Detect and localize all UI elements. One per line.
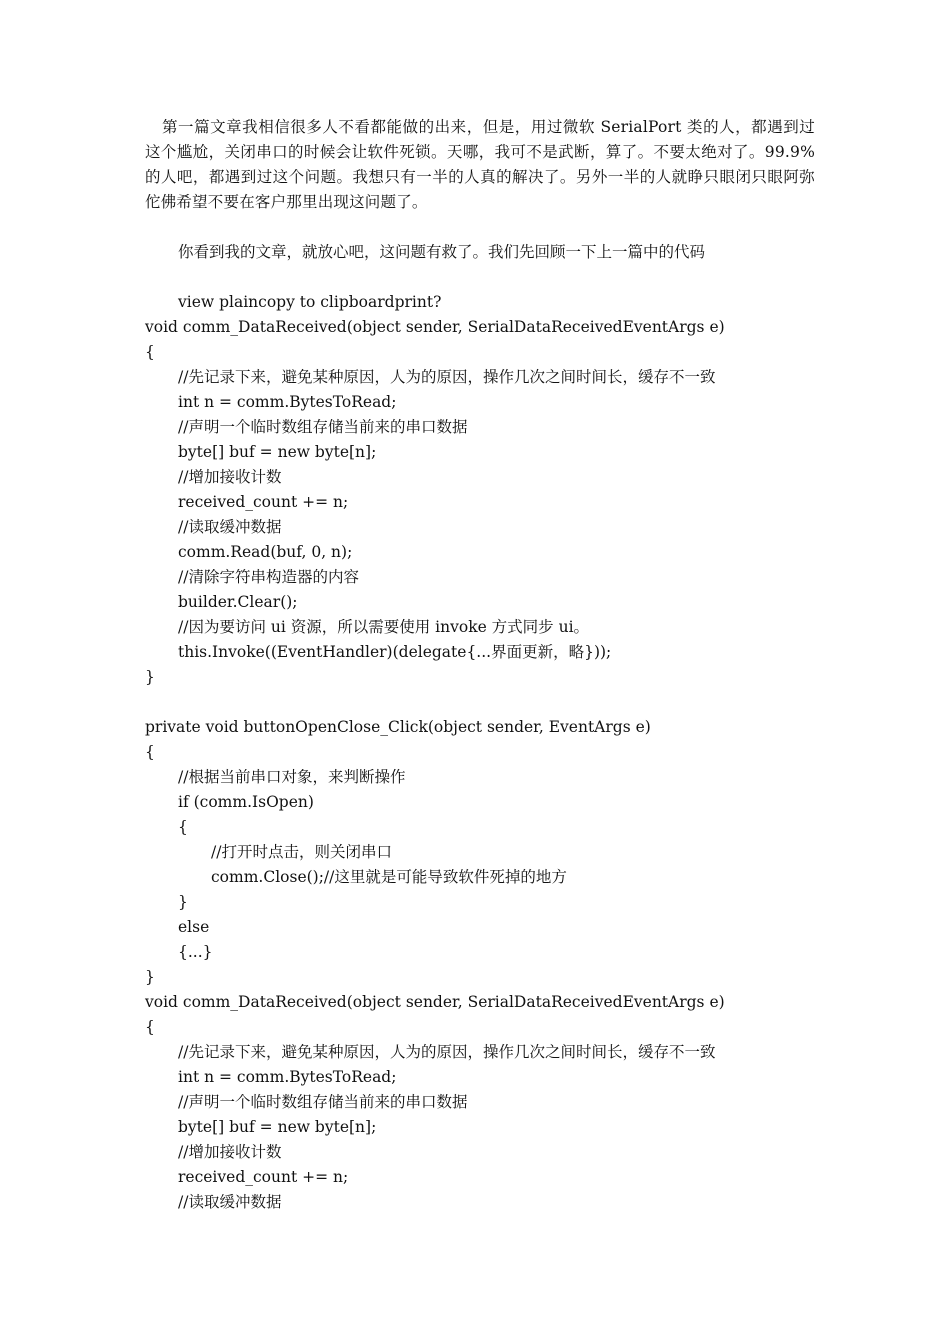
code-line: { (145, 743, 155, 761)
code-line: void comm_DataReceived(object sender, SerialDataReceivedEventArgs e) (145, 993, 725, 1011)
code-line: {...} (178, 943, 213, 961)
code-line: //声明一个临时数组存储当前来的串口数据 (178, 1093, 468, 1111)
code-line: this.Invoke((EventHandler)(delegate{...界面更新，略})); (178, 643, 612, 661)
code-line: comm.Close();//这里就是可能导致软件死掉的地方 (211, 868, 567, 886)
code-line: { (145, 1018, 155, 1036)
code-line: int n = comm.BytesToRead; (178, 1068, 397, 1086)
code-line: //增加接收计数 (178, 1143, 282, 1161)
code-line: //先记录下来，避免某种原因，人为的原因，操作几次之间时间长，缓存不一致 (178, 1043, 716, 1061)
code-line: byte[] buf = new byte[n]; (178, 443, 377, 461)
code-line: if (comm.IsOpen) (178, 793, 314, 811)
code-line: //清除字符串构造器的内容 (178, 568, 359, 586)
code-line: { (145, 343, 155, 361)
code-line: byte[] buf = new byte[n]; (178, 1118, 377, 1136)
code-line: //声明一个临时数组存储当前来的串口数据 (178, 418, 468, 436)
code-line: //读取缓冲数据 (178, 518, 282, 536)
code-line: { (178, 818, 188, 836)
code-line: //读取缓冲数据 (178, 1193, 282, 1211)
code-line: //因为要访问 ui 资源，所以需要使用 invoke 方式同步 ui。 (178, 618, 590, 636)
code-line: } (145, 668, 155, 686)
code-line: private void buttonOpenClose_Click(object sender, EventArgs e) (145, 718, 651, 736)
code-line: //先记录下来，避免某种原因，人为的原因，操作几次之间时间长，缓存不一致 (178, 368, 716, 386)
code-line: void comm_DataReceived(object sender, SerialDataReceivedEventArgs e) (145, 318, 725, 336)
intro-paragraph: 第一篇文章我相信很多人不看都能做的出来，但是，用过微软 SerialPort 类的人，都遇到过这个尴尬，关闭串口的时候会让软件死锁。天哪，我可不是武断，算了。不要太绝对了。99.9%的人吧，都遇到过这个问题。我想只有一半的人真的解决了。另外一半的人就睁只眼闭只眼阿弥佗佛希望不要在客户那里出现这问题了。 (145, 118, 815, 211)
code-line: int n = comm.BytesToRead; (178, 393, 397, 411)
code-line: builder.Clear(); (178, 593, 298, 611)
code-line: received_count += n; (178, 1168, 349, 1186)
code-listing (145, 290, 845, 1215)
code-line: } (178, 893, 188, 911)
second-paragraph: 你看到我的文章，就放心吧，这问题有救了。我们先回顾一下上一篇中的代码 (178, 243, 706, 261)
code-line: comm.Read(buf, 0, n); (178, 543, 353, 561)
code-line: //打开时点击，则关闭串口 (211, 843, 392, 861)
blank-line (145, 690, 845, 715)
code-line: received_count += n; (178, 493, 349, 511)
code-line: else (178, 918, 210, 936)
code-line: //增加接收计数 (178, 468, 282, 486)
code-line: } (145, 968, 155, 986)
code-line: //根据当前串口对象，来判断操作 (178, 768, 406, 786)
code-line: view plaincopy to clipboardprint? (178, 293, 442, 311)
